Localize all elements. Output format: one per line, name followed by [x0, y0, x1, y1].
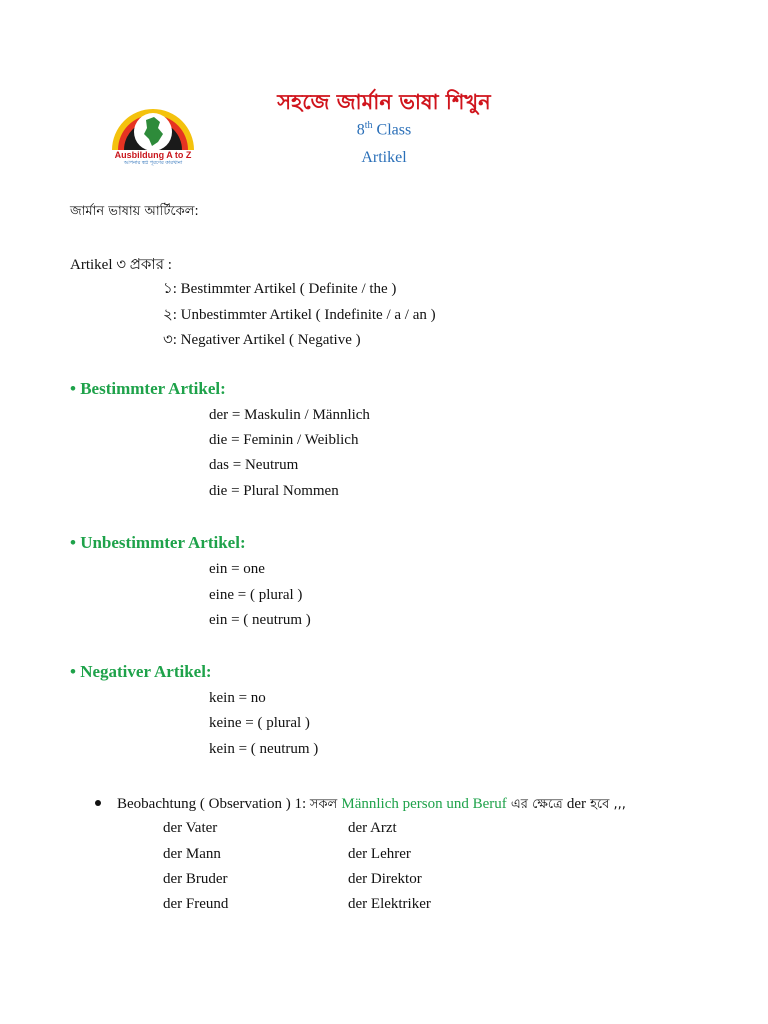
- section-item: keine = ( plural ): [209, 715, 310, 731]
- logo-tagline: আপনার স্বপ্ন পূরণের কারখানা: [123, 160, 183, 166]
- example-word: der Lehrer: [348, 846, 411, 862]
- logo-text: Ausbildung A to Z: [114, 150, 192, 160]
- example-word: der Bruder: [163, 871, 228, 887]
- intro-heading: জার্মান ভাষায় আর্টিকেল:: [70, 204, 199, 219]
- section-item: kein = ( neutrum ): [209, 741, 319, 757]
- class-label: 8th Class: [356, 120, 412, 139]
- section-heading-negativer: • Negativer Artikel:: [70, 662, 212, 681]
- section-item: die = Feminin / Weiblich: [209, 432, 359, 448]
- bullet-icon: [95, 800, 101, 806]
- type-item: ১: Bestimmter Artikel ( Definite / the ): [163, 281, 397, 297]
- section-item: der = Maskulin / Männlich: [209, 407, 370, 423]
- observation-line: Beobachtung ( Observation ) 1: সকল Männlich person und Beruf এর ক্ষেত্রে der হবে ,,,: [117, 796, 626, 812]
- section-item: das = Neutrum: [209, 457, 299, 473]
- type-item: ৩: Negativer Artikel ( Negative ): [163, 332, 361, 348]
- section-heading-unbestimmter: • Unbestimmter Artikel:: [70, 533, 246, 552]
- page-title: সহজে জার্মান ভাষা শিখুন: [277, 90, 491, 114]
- section-item: eine = ( plural ): [209, 587, 303, 603]
- example-word: der Mann: [163, 846, 221, 862]
- section-item: ein = ( neutrum ): [209, 612, 311, 628]
- example-word: der Elektriker: [348, 896, 431, 912]
- topic-label: Artikel: [361, 149, 407, 166]
- example-word: der Freund: [163, 896, 229, 912]
- example-word: der Arzt: [348, 820, 397, 836]
- example-word: der Direktor: [348, 871, 422, 887]
- type-item: ২: Unbestimmter Artikel ( Indefinite / a / an ): [163, 307, 436, 323]
- section-item: die = Plural Nommen: [209, 483, 339, 499]
- section-heading-bestimmter: • Bestimmter Artikel:: [70, 379, 226, 398]
- section-item: kein = no: [209, 690, 266, 706]
- example-word: der Vater: [163, 820, 218, 836]
- types-label: Artikel ৩ প্রকার :: [70, 257, 172, 273]
- section-item: ein = one: [209, 561, 265, 577]
